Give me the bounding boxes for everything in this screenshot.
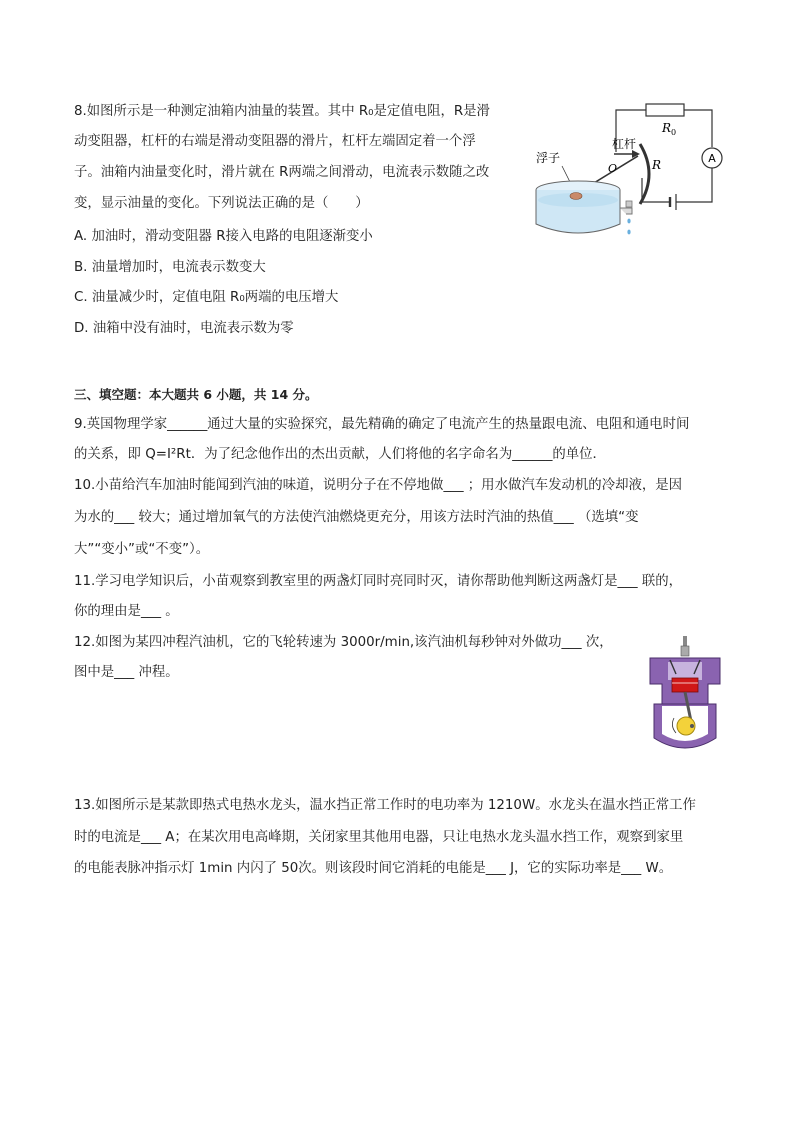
- q9-line-1: 9.英国物理学家______通过大量的实验探究，最先精确的确定了电流产生的热量跟电流、电阻和通电时间: [74, 417, 690, 432]
- r0-subscript: 0: [671, 128, 677, 137]
- tap-handle-icon: [626, 201, 632, 207]
- r0-label: R: [662, 121, 672, 135]
- q8-option-b: B. 油量增加时，电流表示数变大: [74, 260, 266, 275]
- combustion-chamber: [668, 662, 702, 680]
- q8-line-3: 子。油箱内油量变化时，滑片就在 R两端之间滑动，电流表示数随之改: [74, 165, 490, 180]
- resistor-r0: [646, 104, 684, 116]
- q11-line-1: 11.学习电学知识后，小苗观察到教室里的两盏灯同时亮同时灭，请你帮助他判断这两盏灯是___ 联的，: [74, 574, 683, 589]
- circuit-wire-right: [676, 168, 712, 202]
- q11-line-2: 你的理由是___ 。: [74, 604, 179, 619]
- circuit-wire-top-right: [684, 110, 712, 147]
- water-drop-icon: [627, 219, 630, 224]
- engine-figure: [646, 634, 724, 758]
- tap-icon: [620, 208, 632, 214]
- q8-line-2: 动变阻器，杠杆的右端是滑动变阻器的滑片，杠杆左端固定着一个浮: [74, 134, 476, 149]
- q12-line-2: 图中是___ 冲程。: [74, 665, 179, 680]
- q8-option-a: A. 加油时，滑动变阻器 R接入电路的电阻逐渐变小: [74, 229, 373, 244]
- q10-line-3: 大”“变小”或“不变”）。: [74, 542, 210, 557]
- q9-line-2: 的关系，即 Q=I²Rt．为了纪念他作出的杰出贡献，人们将他的名字命名为______的单位．: [74, 447, 606, 462]
- float-icon: [570, 193, 582, 200]
- float-label: 浮子: [536, 151, 561, 165]
- oil-gauge-figure: [528, 96, 728, 246]
- lever-label: 杠杆: [612, 137, 637, 151]
- q13-line-3: 的电能表脉冲指示灯 1min 内闪了 50次。则该段时间它消耗的电能是___ J，它的实际功率是___ W。: [74, 861, 673, 876]
- q12-line-1: 12.如图为某四冲程汽油机，它的飞轮转速为 3000r/min,该汽油机每秒钟对外做功___ 次，: [74, 635, 613, 650]
- r-label: R: [652, 158, 662, 172]
- q8-option-d: D. 油箱中没有油时，电流表示数为零: [74, 321, 294, 336]
- section-title: 三、填空题：本大题共 6 小题，共 14 分。: [74, 387, 318, 402]
- q10-line-1: 10.小苗给汽车加油时能闻到汽油的味道，说明分子在不停地做___ ；用水做汽车发动机的冷却液，是因: [74, 478, 683, 493]
- piston: [672, 678, 698, 692]
- q8-line-4: 变，显示油量的变化。下列说法正确的是（ ）: [74, 196, 369, 211]
- q10-line-2: 为水的___ 较大；通过增加氧气的方法使汽油燃烧更充分，用该方法时汽油的热值___ （选填“变: [74, 510, 639, 525]
- variable-resistor-arc: [640, 144, 649, 204]
- q13-line-2: 时的电流是___ A；在某次用电高峰期，关闭家里其他用电器，只让电热水龙头温水挡工作，观察到家里: [74, 830, 684, 845]
- water-drop-icon: [627, 230, 630, 235]
- q8-line-1: 8.如图所示是一种测定油箱内油量的装置。其中 R₀是定值电阻，R是滑: [74, 104, 490, 119]
- q13-line-1: 13.如图所示是某款即热式电热水龙头，温水挡正常工作时的电功率为 1210W。水龙头在温水挡正常工作: [74, 798, 696, 813]
- crank-pin: [690, 724, 694, 728]
- spark-plug-body: [681, 646, 689, 656]
- pivot-o-label: O: [608, 162, 618, 175]
- q8-option-c: C. 油量减少时，定值电阻 R₀两端的电压增大: [74, 290, 339, 305]
- spark-plug-icon: [683, 636, 687, 646]
- ammeter-label: A: [708, 152, 716, 165]
